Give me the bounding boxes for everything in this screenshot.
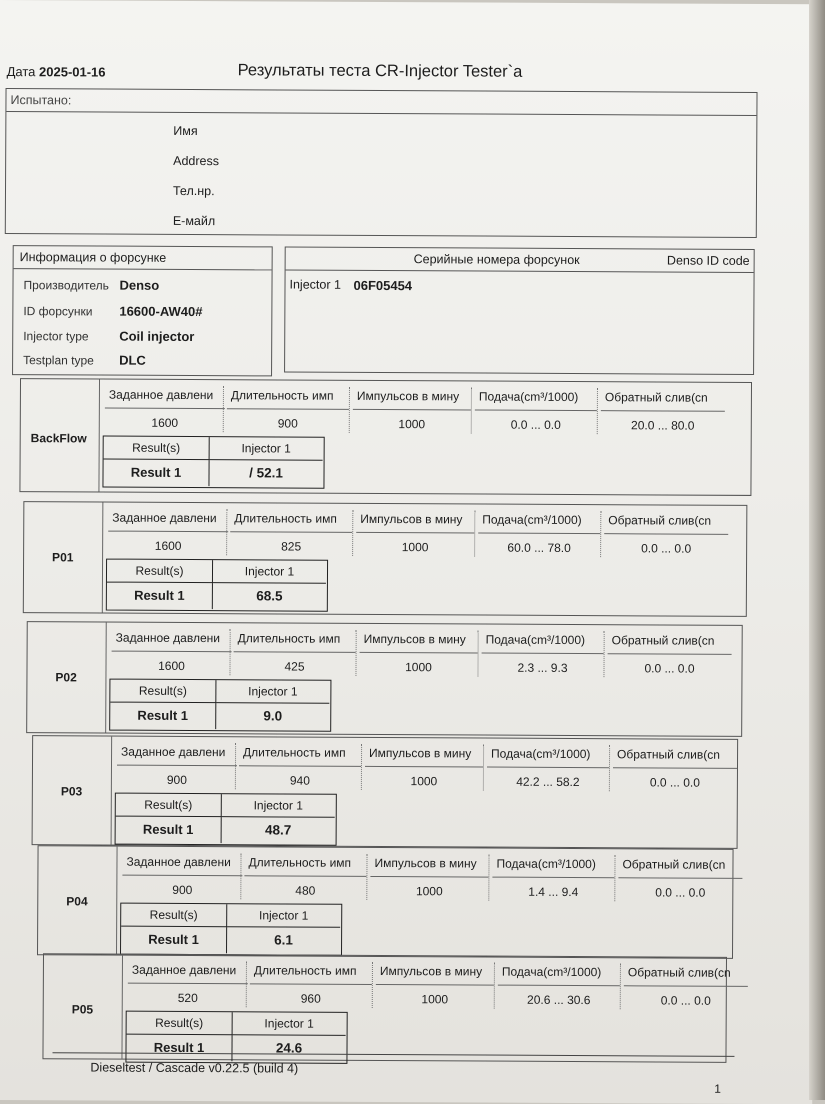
- injector-label: Injector 1: [289, 277, 341, 292]
- result-row-label: Result 1: [110, 703, 216, 730]
- result-table: [120, 903, 342, 956]
- serial-heading: Серийные номера форсунок: [413, 252, 580, 268]
- result-value: 24.6: [275, 1040, 303, 1056]
- column-underline: [487, 767, 609, 769]
- column-underline: [365, 766, 483, 768]
- column-underline: [112, 651, 232, 653]
- column-underline: [370, 876, 488, 878]
- serial-heading-row: [286, 247, 754, 272]
- column-header: Подача(cm³/1000): [485, 632, 586, 648]
- test-delivery-value: 0.0 ... 0.0: [510, 417, 561, 432]
- column-header: Заданное давлени: [131, 962, 237, 978]
- column-underline: [624, 985, 748, 987]
- test-pulses-value: 1000: [401, 540, 429, 555]
- column-underline: [608, 653, 732, 655]
- test-pulses-value: 1000: [398, 417, 426, 432]
- test-return-value: 0.0 ... 0.0: [660, 993, 711, 1008]
- column-separator: [477, 631, 478, 677]
- column-header: Длительность имп: [243, 745, 346, 760]
- column-header: Заданное давлени: [108, 387, 214, 403]
- injector-header: Injector 1: [210, 437, 323, 461]
- date-label: Дата: [6, 64, 36, 80]
- column-header: Импульсов в мину: [374, 855, 477, 871]
- injector-info-heading: Информация о форсунке: [14, 246, 272, 270]
- column-header: Импульсов в мину: [363, 631, 466, 647]
- injector-type-label: Injector type: [23, 329, 89, 344]
- result-header: Result(s): [121, 904, 227, 928]
- column-header: Обратный слив(cn: [622, 857, 726, 872]
- test-return-value: 0.0 ... 0.0: [655, 885, 706, 900]
- injector-header: Injector 1: [216, 680, 329, 704]
- result-table: [106, 559, 328, 612]
- column-separator: [597, 388, 598, 434]
- column-header: Обратный слив(cn: [604, 390, 708, 405]
- column-separator: [603, 631, 604, 677]
- column-underline: [105, 408, 225, 410]
- test-block: [26, 621, 743, 737]
- test-duration-value: 480: [295, 883, 316, 898]
- column-separator: [361, 744, 362, 790]
- test-block: [19, 378, 752, 496]
- test-block: [37, 845, 734, 959]
- test-pulses-value: 1000: [405, 660, 432, 675]
- column-underline: [360, 652, 478, 654]
- test-delivery-value: 1.4 ... 9.4: [528, 884, 579, 900]
- column-header: Импульсов в мину: [356, 388, 460, 404]
- test-name-divider: [98, 380, 100, 492]
- injector-serial: 06F05454: [353, 277, 413, 294]
- column-underline: [482, 653, 604, 655]
- result-value: / 52.1: [249, 465, 283, 481]
- test-name-divider: [116, 847, 118, 955]
- column-separator: [474, 510, 475, 556]
- column-underline: [108, 531, 228, 533]
- column-underline: [117, 765, 237, 767]
- testplan-type-label: Testplan type: [23, 353, 94, 368]
- column-separator: [355, 630, 356, 676]
- column-separator: [614, 855, 615, 901]
- column-header: Обратный слив(cn: [611, 633, 715, 648]
- injector-type-value: Coil injector: [119, 328, 195, 345]
- result-header: Result(s): [110, 680, 216, 704]
- column-underline: [618, 877, 742, 879]
- column-header: Длительность имп: [253, 963, 357, 978]
- test-name: BackFlow: [30, 431, 87, 446]
- manufacturer-value: Denso: [119, 277, 160, 293]
- column-header: Импульсов в мину: [369, 745, 472, 761]
- column-underline: [498, 985, 620, 987]
- result-row-label: Result 1: [107, 583, 213, 610]
- address-field: Address: [173, 153, 220, 169]
- injector-header: Injector 1: [233, 1012, 346, 1036]
- column-header: Длительность имп: [234, 511, 337, 526]
- column-underline: [128, 983, 248, 985]
- injector-info-section: [12, 245, 273, 376]
- column-header: Обратный слив(cn: [627, 965, 731, 980]
- column-underline: [227, 408, 349, 410]
- test-name-divider: [121, 955, 123, 1059]
- column-header: Подача(cm³/1000): [491, 746, 591, 762]
- test-name: P03: [60, 784, 83, 799]
- column-underline: [613, 767, 737, 769]
- email-field: E-майл: [172, 213, 216, 229]
- test-duration-value: 940: [289, 773, 310, 788]
- test-block: [32, 735, 739, 849]
- test-name: P05: [71, 1002, 94, 1017]
- test-pressure-value: 1600: [151, 415, 179, 430]
- column-separator: [609, 745, 610, 791]
- test-pressure-value: 1600: [154, 538, 182, 553]
- column-header: Заданное давлени: [121, 744, 226, 760]
- column-underline: [250, 983, 372, 985]
- column-separator: [600, 511, 601, 557]
- column-underline: [122, 875, 242, 877]
- column-separator: [483, 745, 484, 791]
- column-header: Подача(cm³/1000): [501, 964, 602, 980]
- column-underline: [492, 877, 614, 879]
- column-separator: [352, 510, 353, 556]
- column-underline: [356, 532, 474, 534]
- test-duration-value: 425: [284, 659, 305, 674]
- result-row-label: Result 1: [103, 460, 209, 487]
- test-pulses-value: 1000: [415, 884, 443, 899]
- column-header: Импульсов в мину: [360, 511, 463, 527]
- result-header: Result(s): [107, 560, 213, 584]
- column-underline: [244, 875, 366, 877]
- result-row-label: Result 1: [126, 1035, 232, 1062]
- result-value: 68.5: [256, 588, 283, 604]
- test-duration-value: 960: [300, 991, 321, 1006]
- test-return-value: 0.0 ... 0.0: [644, 661, 695, 676]
- result-row-label: Result 1: [121, 927, 227, 954]
- column-underline: [604, 533, 728, 535]
- test-name: P04: [66, 894, 88, 909]
- column-separator: [349, 387, 350, 433]
- column-underline: [353, 409, 471, 411]
- column-header: Длительность имп: [237, 631, 341, 646]
- page-number: 1: [714, 1081, 722, 1096]
- test-delivery-value: 42.2 ... 58.2: [516, 774, 580, 790]
- injector-header: Injector 1: [222, 794, 335, 818]
- injector-id-label: ID форсунки: [23, 304, 93, 319]
- test-return-value: 0.0 ... 0.0: [641, 541, 692, 556]
- column-separator: [372, 962, 373, 1008]
- column-underline: [230, 531, 352, 533]
- test-name-divider: [102, 503, 104, 613]
- column-separator: [366, 854, 367, 900]
- test-block: [42, 953, 731, 1063]
- test-block: [23, 501, 748, 617]
- phone-field: Тел.нр.: [172, 183, 215, 199]
- test-duration-value: 825: [281, 539, 302, 554]
- result-table: [125, 1011, 347, 1064]
- tested-heading: Испытано:: [6, 89, 756, 116]
- test-duration-value: 900: [277, 416, 298, 431]
- column-underline: [475, 409, 597, 411]
- report-date: [7, 64, 106, 80]
- test-pressure-value: 520: [177, 990, 198, 1006]
- column-separator: [471, 387, 472, 433]
- column-header: Импульсов в мину: [379, 964, 483, 979]
- column-header: Подача(cm³/1000): [482, 512, 582, 528]
- result-table: [102, 436, 324, 489]
- test-pulses-value: 1000: [410, 774, 438, 789]
- testplan-type-value: DLC: [119, 352, 146, 368]
- manufacturer-label: Производитель: [23, 278, 109, 293]
- column-header: Заданное давлени: [126, 854, 231, 870]
- column-header: Подача(cm³/1000): [496, 856, 596, 872]
- test-pressure-value: 900: [166, 772, 187, 787]
- result-table: [109, 679, 331, 732]
- test-return-value: 20.0 ... 80.0: [631, 418, 695, 433]
- test-delivery-value: 20.6 ... 30.6: [527, 992, 591, 1008]
- test-name: P02: [55, 670, 77, 685]
- column-header: Подача(cm³/1000): [478, 389, 579, 405]
- column-underline: [478, 533, 600, 535]
- test-pressure-value: 900: [172, 882, 193, 898]
- test-pulses-value: 1000: [421, 992, 449, 1007]
- date-value: 2025-01-16: [39, 64, 106, 80]
- column-header: Заданное давлени: [115, 630, 221, 646]
- column-underline: [234, 651, 356, 653]
- test-pressure-value: 1600: [158, 658, 185, 673]
- software-version: Dieseltest / Cascade v0.22.5 (build 4): [90, 1060, 299, 1076]
- result-row-label: Result 1: [116, 817, 222, 844]
- result-table: [115, 793, 337, 846]
- column-header: Обратный слив(cn: [617, 747, 720, 762]
- serial-numbers-section: [284, 246, 755, 374]
- column-separator: [494, 963, 495, 1009]
- injector-header: Injector 1: [213, 560, 326, 584]
- column-header: Длительность имп: [248, 855, 352, 870]
- column-header: Длительность имп: [230, 388, 334, 403]
- injector-id-value: 16600-AW40#: [119, 303, 203, 320]
- test-name-divider: [111, 737, 113, 845]
- column-underline: [376, 984, 494, 986]
- column-underline: [601, 410, 725, 412]
- test-delivery-value: 60.0 ... 78.0: [507, 540, 571, 555]
- test-return-value: 0.0 ... 0.0: [649, 775, 700, 790]
- report-title: Результаты теста CR-Injector Tester`a: [237, 61, 523, 81]
- injector-header: Injector 1: [227, 904, 340, 928]
- result-header: Result(s): [104, 437, 210, 461]
- result-value: 9.0: [263, 708, 283, 724]
- denso-id-heading: Denso ID code: [666, 253, 750, 268]
- test-name: P01: [52, 550, 74, 565]
- column-separator: [488, 855, 489, 901]
- test-name-divider: [105, 623, 107, 733]
- tested-section: [5, 88, 758, 238]
- name-field: Имя: [173, 123, 198, 139]
- result-value: 48.7: [264, 822, 292, 838]
- result-header: Result(s): [116, 794, 222, 818]
- column-underline: [239, 765, 361, 767]
- column-header: Заданное давлени: [112, 510, 217, 526]
- column-header: Обратный слив(cn: [608, 513, 712, 528]
- column-separator: [620, 963, 621, 1009]
- result-value: 6.1: [274, 932, 294, 948]
- result-header: Result(s): [127, 1012, 233, 1036]
- test-delivery-value: 2.3 ... 9.3: [517, 660, 568, 675]
- page-edge-shadow: [809, 0, 825, 1100]
